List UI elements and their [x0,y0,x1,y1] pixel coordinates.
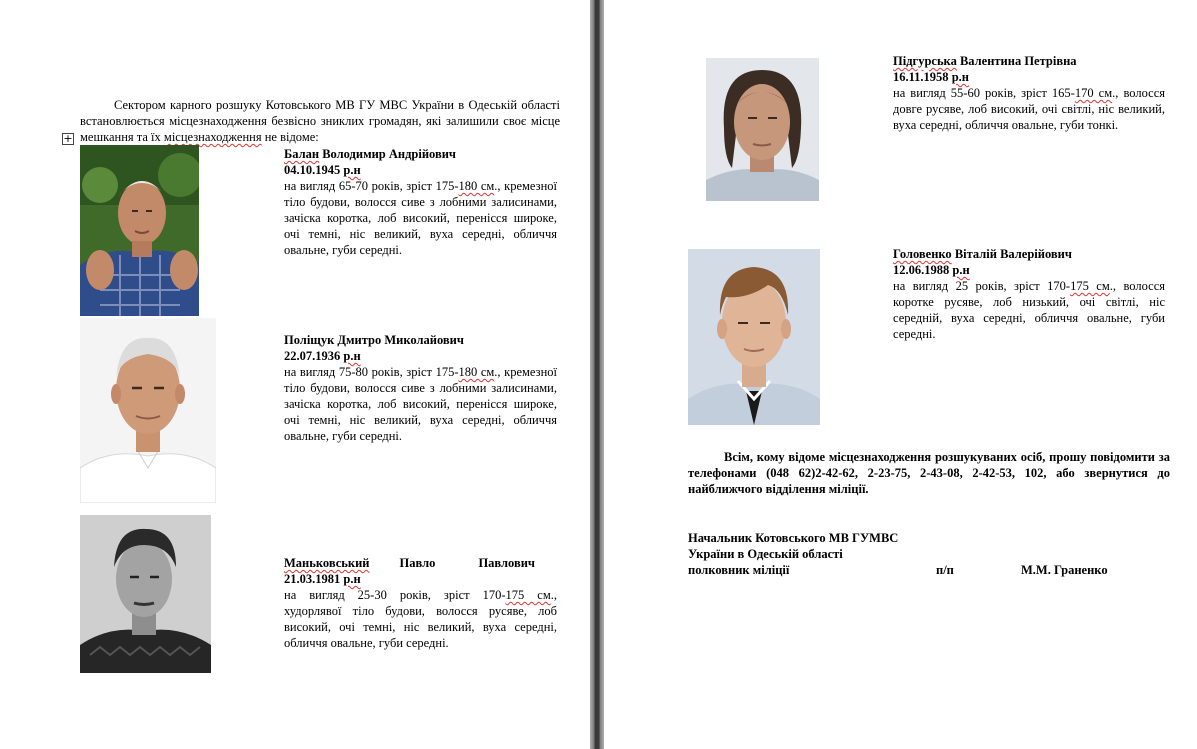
person-name: Маньковський Павло Павлович [284,556,535,570]
person-name: Балан Володимир Андрійович [284,147,456,161]
signature-line-2: України в Одеській області [688,547,843,561]
photo-holovenko [688,249,820,425]
intro-paragraph [80,97,560,145]
person-dob: 16.11.1958 р.н [893,70,969,84]
document-page-left [0,0,590,749]
person-name: Підгурська Валентина Петрівна [893,54,1077,68]
person-entry [284,332,557,444]
person-entry [284,146,557,258]
person-entry [893,246,1165,342]
person-description: на вигляд 65-70 років, зріст 175-180 см., кремезної тіло будови, волосся сиве з лобними залисинами, зачіска коротка, лоб високий, перенісся широке, очі темні, ніс великий, вуха середні, обличчя овальне, губи середні. [284,179,557,257]
page-gutter [590,0,604,749]
person-description: на вигляд 75-80 років, зріст 175-180 см., кремезної тіло будови, волосся сиве з лобними залисинами, зачіска коротка, лоб високий, перенісся широке, очі темні, ніс великий, вуха середні, обличчя овальне, губи середні. [284,365,557,443]
photo-polishchuk [80,318,216,503]
intro-indent-text: Сектором карного розшуку Котовського МВ ГУ МВС України в Одеській [114,98,518,112]
intro-text: області встановлюється місцезнаходження безвісно зниклих громадян, які залишили своє місце мешкання та їх [80,98,560,144]
person-dob: 12.06.1988 р.н [893,263,970,277]
signature-line-1: Начальник Котовського МВ ГУМВС [688,531,899,545]
photo-mankovskyi [80,515,211,673]
person-dob: 21.03.1981 р.н [284,572,361,586]
person-entry [284,555,557,651]
signature-rank: полковник міліції [688,563,790,577]
document-page-right [604,0,1197,749]
photo-pidhurska [706,58,819,201]
person-description: на вигляд 25 років, зріст 170-175 см., волосся коротке русяве, лоб низький, очі світлі, ніс середній, вуха середні, обличчя овальне, губи середні. [893,279,1166,341]
photo-balan [80,145,199,316]
person-entry [893,53,1165,133]
signature-pp: п/п [936,563,954,577]
spellcheck-word: місцезнаходження [163,130,262,144]
appeal-paragraph: Всім, кому відоме місцезнаходження розшукуваних осіб, прошу повідомити за телефонами (048 62)2-42-62, 2-23-75, 2-43-08, 2-42-53, 102, або звернутися до найближчого відділення міліції. [688,450,1170,496]
table-move-handle-icon[interactable]: + [63,132,73,145]
person-name: Головенко Віталій Валерійович [893,247,1072,261]
person-dob: 04.10.1945 р.н [284,163,361,177]
intro-text-end: не відоме: [261,130,319,144]
person-name: Поліщук Дмитро Миколайович [284,333,464,347]
signature-name: М.М. Граненко [1021,563,1108,577]
person-dob: 22.07.1936 р.н [284,349,361,363]
person-description: на вигляд 55-60 років, зріст 165-170 см., волосся довге русяве, лоб високий, очі світлі, ніс великий, вуха середні, обличчя овальне, губи тонкі. [893,86,1165,132]
person-description: на вигляд 25-30 років, зріст 170-175 см., худорлявої тіло будови, волосся русяве, лоб високий, очі темні, ніс великий, вуха середні, обличчя овальне, губи середні. [284,588,557,650]
signature-block [688,530,1158,578]
